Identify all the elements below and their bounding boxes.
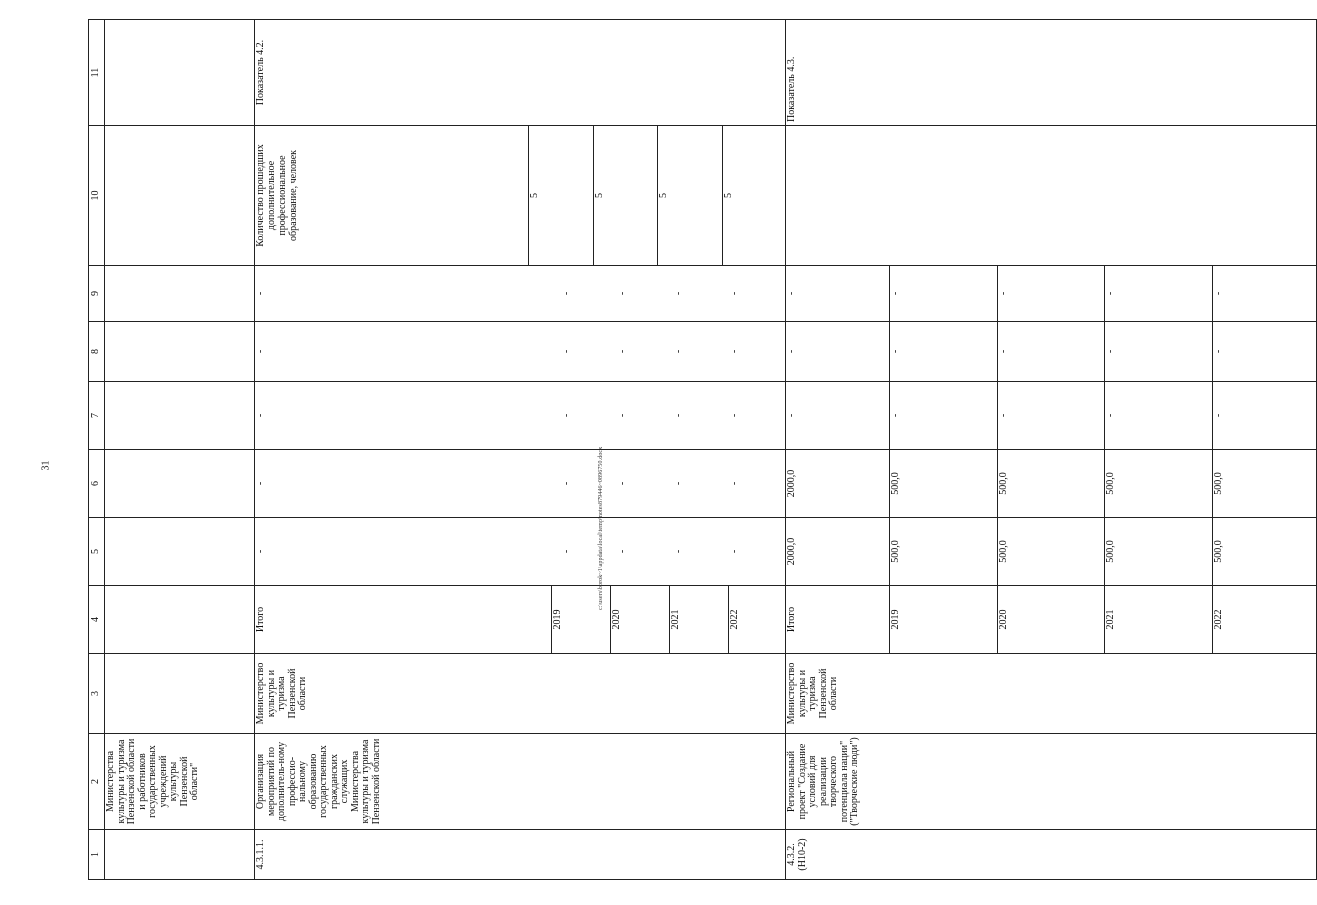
- table-row-432: [786, 20, 1317, 880]
- column-number-row: [89, 20, 105, 880]
- cell-432-col8: - - - - -: [786, 322, 1317, 382]
- cell-432-number: 4.3.2. (Н10-2): [786, 830, 1317, 880]
- cell-432-col6: 2000,0 500,0 500,0 500,0 500,0: [786, 450, 1317, 518]
- cell-4311-number: 4.3.1.1.: [255, 830, 786, 880]
- cell-432-executor: Министерство культуры и туризма Пензенской области: [786, 654, 1317, 734]
- cell-4311-years: Итого 2019 2020 2021 2022: [255, 586, 786, 654]
- cell-432-indicator: [786, 126, 1317, 266]
- col-header-5: 5: [89, 518, 105, 586]
- table-row-4311: [255, 20, 786, 880]
- footer-file-path: c:\users\borok~1\appdata\local\temp\notes879446~0896750.docx: [598, 446, 604, 610]
- cell-4311-executor: Министерство культуры и туризма Пензенской области: [255, 654, 786, 734]
- page-number: 31: [40, 460, 52, 471]
- col-header-1: 1: [89, 830, 105, 880]
- col-header-8: 8: [89, 322, 105, 382]
- col-header-3: 3: [89, 654, 105, 734]
- cell-4311-col7: - - - - -: [255, 382, 786, 450]
- cell-4311-reference: Показатель 4.2.: [255, 20, 786, 126]
- cell-432-col9: - - - - -: [786, 266, 1317, 322]
- table-row-continuation: [105, 20, 255, 880]
- cell-432-col5: 2000,0 500,0 500,0 500,0 500,0: [786, 518, 1317, 586]
- cell-4311-col5: - - - - -: [255, 518, 786, 586]
- cell-432-name: Региональный проект "Создание условий для реализации творческого потенциала нации" ("Творческие люди"): [786, 734, 1317, 830]
- col-header-4: 4: [89, 586, 105, 654]
- program-table: [88, 19, 1317, 880]
- cell-432-reference: Показатель 4.3.: [786, 20, 1317, 126]
- col-header-6: 6: [89, 450, 105, 518]
- cell-4311-col9: - - - - -: [255, 266, 786, 322]
- cell-4311-col6: - - - - -: [255, 450, 786, 518]
- cell-432-years: Итого 2019 2020 2021 2022: [786, 586, 1317, 654]
- cell-4311-col8: - - - - -: [255, 322, 786, 382]
- col-header-10: 10: [89, 126, 105, 266]
- col-header-7: 7: [89, 382, 105, 450]
- cell-432-col7: - - - - -: [786, 382, 1317, 450]
- col-header-9: 9: [89, 266, 105, 322]
- cell-4311-indicator: Количество прошедших дополнительное профессиональное образование, человек 5 5 5 5: [255, 126, 786, 266]
- col-header-11: 11: [89, 20, 105, 126]
- cell-4311-name: Организация мероприятий по дополнитель-ному профессио-нальному образованию государственных гражданских служащих Министерства культуры и туризма Пензенской области: [255, 734, 786, 830]
- col-header-2: 2: [89, 734, 105, 830]
- cont-cell-name: Министерства культуры и туризма Пензенской области и работников государственных учреждений культуры Пензенской области": [105, 734, 255, 830]
- rotated-table-wrapper: [88, 20, 1225, 880]
